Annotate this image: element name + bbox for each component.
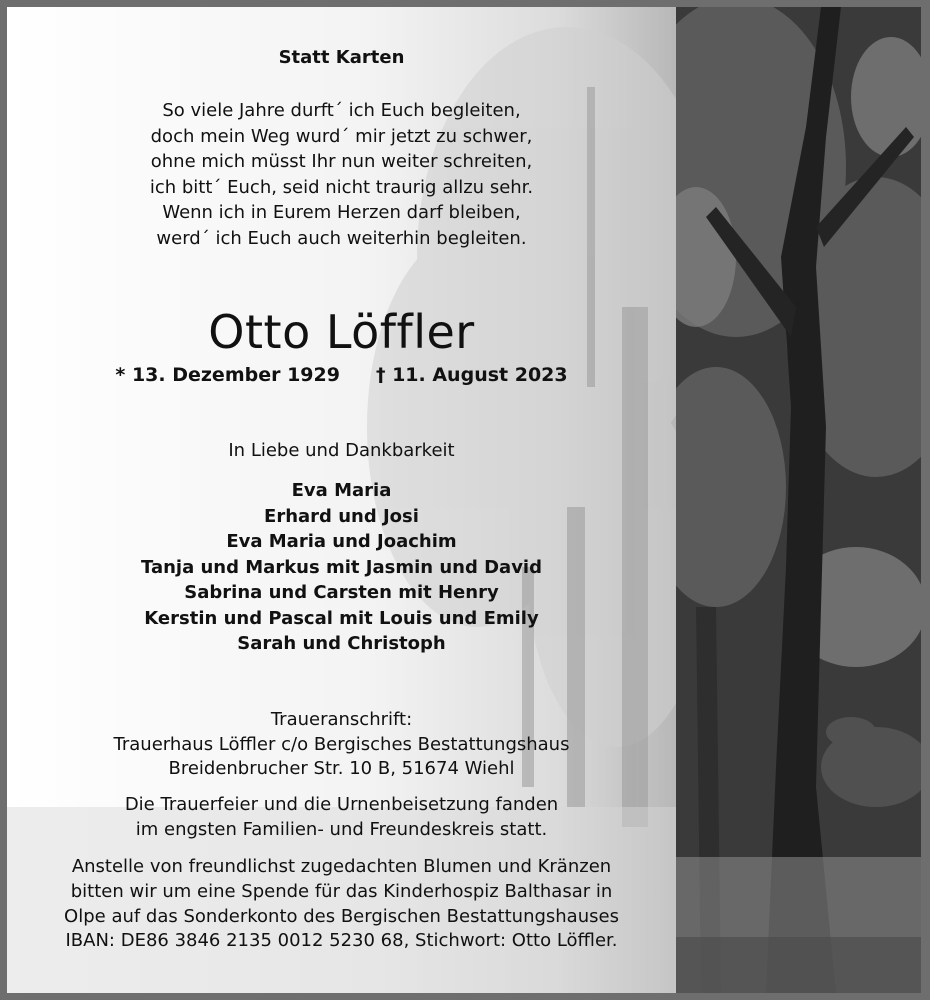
poem-line: doch mein Weg wurd´ mir jetzt zu schwer, [150, 125, 533, 147]
donation-line: bitten wir um eine Spende für das Kinderhospiz Balthasar in [70, 880, 613, 902]
donation-line: Olpe auf das Sonderkonto des Bergischen Bestattungshauses [64, 905, 619, 927]
funeral-line: Die Trauerfeier und die Urnenbeisetzung fanden [124, 794, 559, 815]
statt-karten-heading: Statt Karten [278, 47, 405, 68]
mourner: Erhard und Josi [264, 505, 419, 527]
dedication: In Liebe und Dankbarkeit [228, 440, 455, 461]
poem-line: ich bitt´ Euch, seid nicht traurig allzu sehr. [149, 176, 534, 198]
mourner: Tanja und Markus mit Jasmin und David [140, 556, 542, 578]
obituary-text [7, 7, 676, 993]
mourning-address [7, 708, 676, 782]
poem-line: Wenn ich in Eurem Herzen darf bleiben, [162, 202, 521, 224]
poem-line: So viele Jahre durft´ ich Euch begleiten, [162, 100, 521, 121]
poem-line: ohne mich müsst Ihr nun weiter schreiten, [150, 151, 533, 173]
address-line: Breidenbrucher Str. 10 B, 51674 Wiehl [168, 758, 515, 779]
address-line: Traueranschrift: [270, 709, 413, 730]
mourner: Sarah und Christoph [237, 633, 446, 654]
funeral-line: im engsten Familien- und Freundeskreis statt. [135, 818, 548, 840]
obituary-card [7, 7, 921, 993]
life-dates [7, 364, 676, 386]
address-line: Trauerhaus Löffler c/o Bergisches Bestattungshaus [113, 733, 570, 755]
tree-photo [676, 7, 921, 993]
poem [7, 98, 676, 252]
funeral-note [7, 793, 676, 842]
donation-note [7, 855, 676, 954]
death-date: † 11. August 2023 [375, 364, 568, 386]
mourners-list [7, 478, 676, 657]
deceased-name: Otto Löffler [208, 305, 475, 359]
donation-line: IBAN: DE86 3846 2135 0012 5230 68, Stichwort: Otto Löffler. [65, 930, 618, 952]
donation-line: Anstelle von freundlichst zugedachten Blumen und Kränzen [71, 856, 612, 877]
mourner: Eva Maria [291, 480, 392, 501]
mourner: Sabrina und Carsten mit Henry [184, 582, 499, 603]
poem-line: werd´ ich Euch auch weiterhin begleiten. [156, 227, 527, 249]
birth-date: * 13. Dezember 1929 [115, 364, 340, 386]
mourner: Kerstin und Pascal mit Louis und Emily [144, 607, 539, 629]
mourner: Eva Maria und Joachim [226, 531, 457, 552]
